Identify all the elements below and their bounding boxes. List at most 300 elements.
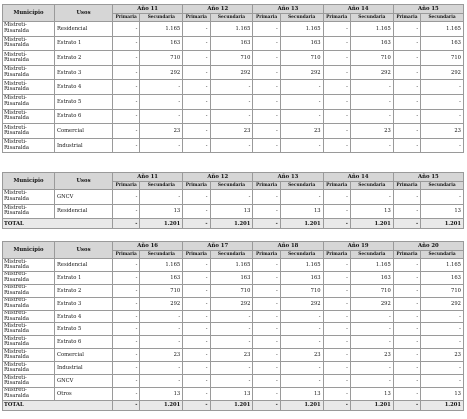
primaria-value-cell: - xyxy=(253,362,280,375)
secundaria-value-cell: - xyxy=(140,362,183,375)
primaria-value-cell: - xyxy=(323,259,350,272)
table-row xyxy=(3,51,464,66)
secundaria-value-cell: 23 xyxy=(210,124,253,139)
secundaria-value-cell: 163 xyxy=(210,271,253,284)
municipio-line-1: Mistretí- xyxy=(4,124,27,131)
municipio-line-1: Mistretí- xyxy=(4,297,27,304)
primaria-value-cell: - xyxy=(183,80,210,95)
municipio-cell xyxy=(3,323,55,336)
primaria-value-cell: - xyxy=(183,94,210,109)
uso-cell: Estrato 6 xyxy=(55,109,113,124)
primaria-value-cell: - xyxy=(393,22,420,37)
primaria-value-cell: - xyxy=(323,124,350,139)
primaria-value-cell: - xyxy=(253,297,280,310)
year-header: Año 15 xyxy=(393,173,463,182)
primaria-value-cell: - xyxy=(183,109,210,124)
secundaria-value-cell: 292 xyxy=(421,297,464,310)
table-years-16-20 xyxy=(2,241,464,411)
municipio-line-2: Risaralda xyxy=(4,144,29,151)
primaria-value-cell: - xyxy=(253,259,280,272)
primaria-value-cell: - xyxy=(323,204,350,219)
uso-cell: Estrato 3 xyxy=(55,65,113,80)
municipio-line-1: Mistretí- xyxy=(4,190,27,197)
primaria-value-cell: - xyxy=(323,323,350,336)
municipio-line-2: Risaralda xyxy=(4,354,29,361)
secundaria-value-cell: 1.165 xyxy=(280,259,323,272)
municipio-cell xyxy=(3,36,55,51)
primaria-value-cell: - xyxy=(253,349,280,362)
secundaria-value-cell: - xyxy=(421,323,464,336)
secundaria-value-cell: 710 xyxy=(350,284,393,297)
table-row xyxy=(3,124,464,139)
secundaria-value-cell: - xyxy=(280,310,323,323)
uso-cell: Residencial xyxy=(55,204,113,219)
column-header-municipio: Município xyxy=(3,242,55,259)
primaria-value-cell: - xyxy=(393,297,420,310)
secundaria-value-cell: 1.165 xyxy=(350,259,393,272)
municipio-cell xyxy=(3,204,55,219)
secundaria-value-cell: 710 xyxy=(421,284,464,297)
subheader-primaria: Primaria xyxy=(113,182,140,190)
secundaria-value-cell: - xyxy=(210,94,253,109)
total-value-cell: - xyxy=(253,219,280,229)
secundaria-value-cell: - xyxy=(350,190,393,205)
secundaria-value-cell: - xyxy=(280,375,323,388)
total-row xyxy=(3,219,464,229)
secundaria-value-cell: 13 xyxy=(421,204,464,219)
total-value-cell: 1.201 xyxy=(350,219,393,229)
total-value-cell: 1.201 xyxy=(421,400,464,410)
subheader-primaria: Primaria xyxy=(393,14,420,22)
total-value-cell: - xyxy=(393,219,420,229)
primaria-value-cell: - xyxy=(253,36,280,51)
primaria-value-cell: - xyxy=(393,204,420,219)
primaria-value-cell: - xyxy=(323,65,350,80)
secundaria-value-cell: - xyxy=(140,323,183,336)
primaria-value-cell: - xyxy=(113,297,140,310)
primaria-value-cell: - xyxy=(393,80,420,95)
municipio-line-1: Mistretí- xyxy=(4,335,27,342)
secundaria-value-cell: - xyxy=(421,80,464,95)
municipio-cell xyxy=(3,80,55,95)
municipio-line-1: Mistretí- xyxy=(4,109,27,116)
subheader-primaria: Primaria xyxy=(253,182,280,190)
municipio-line-1: Mistretí- xyxy=(4,258,27,265)
secundaria-value-cell: 1.165 xyxy=(140,22,183,37)
secundaria-value-cell: 163 xyxy=(421,271,464,284)
municipio-line-1: Mistretí- xyxy=(4,139,27,146)
year-header: Año 13 xyxy=(253,173,323,182)
primaria-value-cell: - xyxy=(183,284,210,297)
primaria-value-cell: - xyxy=(323,362,350,375)
municipio-line-1: Mistretí- xyxy=(4,271,27,278)
primaria-value-cell: - xyxy=(183,51,210,66)
year-header: Año 12 xyxy=(183,5,253,14)
secundaria-value-cell: 292 xyxy=(350,297,393,310)
total-value-cell: 1.201 xyxy=(140,219,183,229)
municipio-line-1: Mistretí- xyxy=(4,36,27,43)
subheader-secundaria: Secundaria xyxy=(280,14,323,22)
secundaria-value-cell: 710 xyxy=(140,51,183,66)
primaria-value-cell: - xyxy=(183,323,210,336)
primaria-value-cell: - xyxy=(393,310,420,323)
municipio-line-1: Mistretí- xyxy=(4,95,27,102)
table-row xyxy=(3,138,464,153)
table-row xyxy=(3,65,464,80)
year-header: Año 13 xyxy=(253,5,323,14)
uso-cell: GNCV xyxy=(55,190,113,205)
table-row xyxy=(3,109,464,124)
secundaria-value-cell: 710 xyxy=(140,284,183,297)
primaria-value-cell: - xyxy=(113,310,140,323)
secundaria-value-cell: - xyxy=(280,323,323,336)
secundaria-value-cell: - xyxy=(210,138,253,153)
municipio-line-1: Mistretí- xyxy=(4,204,27,211)
municipio-line-2: Risaralda xyxy=(4,195,29,202)
primaria-value-cell: - xyxy=(113,138,140,153)
subheader-secundaria: Secundaria xyxy=(350,251,393,259)
uso-cell: Estrato 2 xyxy=(55,284,113,297)
secundaria-value-cell: - xyxy=(350,323,393,336)
primaria-value-cell: - xyxy=(183,310,210,323)
uso-cell: Estrato 3 xyxy=(55,297,113,310)
secundaria-value-cell: - xyxy=(210,362,253,375)
municipio-line-2: Risaralda xyxy=(4,289,29,296)
primaria-value-cell: - xyxy=(253,109,280,124)
secundaria-value-cell: - xyxy=(210,109,253,124)
primaria-value-cell: - xyxy=(113,362,140,375)
year-header: Año 15 xyxy=(393,5,463,14)
primaria-value-cell: - xyxy=(113,109,140,124)
subheader-primaria: Primaria xyxy=(183,182,210,190)
year-header: Año 16 xyxy=(113,242,183,251)
primaria-value-cell: - xyxy=(393,387,420,400)
table-years-11-15 xyxy=(2,4,464,153)
primaria-value-cell: - xyxy=(393,271,420,284)
secundaria-value-cell: 710 xyxy=(280,284,323,297)
uso-cell: Estrato 6 xyxy=(55,336,113,349)
secundaria-value-cell: 292 xyxy=(210,65,253,80)
primaria-value-cell: - xyxy=(113,349,140,362)
primaria-value-cell: - xyxy=(323,94,350,109)
municipio-cell xyxy=(3,124,55,139)
secundaria-value-cell: 23 xyxy=(140,349,183,362)
municipio-line-2: Risaralda xyxy=(4,86,29,93)
secundaria-value-cell: 23 xyxy=(421,349,464,362)
secundaria-value-cell: - xyxy=(210,310,253,323)
municipio-line-2: Risaralda xyxy=(4,42,29,49)
secundaria-value-cell: - xyxy=(280,190,323,205)
municipio-cell xyxy=(3,109,55,124)
subheader-secundaria: Secundaria xyxy=(280,182,323,190)
municipio-line-2: Risaralda xyxy=(4,341,29,348)
municipio-line-2: Risaralda xyxy=(4,56,29,63)
table-row xyxy=(3,259,464,272)
primaria-value-cell: - xyxy=(393,375,420,388)
secundaria-value-cell: - xyxy=(350,80,393,95)
uso-cell: Estrato 4 xyxy=(55,80,113,95)
municipio-line-2: Risaralda xyxy=(4,392,29,399)
primaria-value-cell: - xyxy=(253,124,280,139)
secundaria-value-cell: 13 xyxy=(210,204,253,219)
primaria-value-cell: - xyxy=(393,190,420,205)
header-row-years xyxy=(3,173,464,182)
year-header: Año 17 xyxy=(183,242,253,251)
table-row xyxy=(3,80,464,95)
secundaria-value-cell: 13 xyxy=(280,204,323,219)
primaria-value-cell: - xyxy=(183,375,210,388)
uso-cell: Otros xyxy=(55,387,113,400)
municipio-line-2: Risaralda xyxy=(4,210,29,217)
primaria-value-cell: - xyxy=(183,297,210,310)
primaria-value-cell: - xyxy=(113,190,140,205)
secundaria-value-cell: - xyxy=(280,80,323,95)
municipio-cell xyxy=(3,336,55,349)
total-value-cell: - xyxy=(183,219,210,229)
secundaria-value-cell: 13 xyxy=(350,387,393,400)
secundaria-value-cell: 13 xyxy=(210,387,253,400)
secundaria-value-cell: - xyxy=(421,94,464,109)
municipio-cell xyxy=(3,259,55,272)
secundaria-value-cell: 292 xyxy=(210,297,253,310)
secundaria-value-cell: - xyxy=(140,190,183,205)
primaria-value-cell: - xyxy=(323,109,350,124)
municipio-line-1: Mistretí- xyxy=(4,374,27,381)
primaria-value-cell: - xyxy=(323,51,350,66)
municipio-line-1: Mistretí- xyxy=(4,51,27,58)
secundaria-value-cell: 1.165 xyxy=(421,22,464,37)
primaria-value-cell: - xyxy=(393,36,420,51)
column-header-usos: Usos xyxy=(55,5,113,22)
primaria-value-cell: - xyxy=(253,375,280,388)
secundaria-value-cell: 292 xyxy=(280,65,323,80)
municipio-line-2: Risaralda xyxy=(4,100,29,107)
primaria-value-cell: - xyxy=(253,336,280,349)
primaria-value-cell: - xyxy=(393,259,420,272)
subheader-secundaria: Secundaria xyxy=(140,251,183,259)
table-row xyxy=(3,271,464,284)
total-value-cell: - xyxy=(323,219,350,229)
municipio-line-2: Risaralda xyxy=(4,328,29,335)
total-value-cell: - xyxy=(253,400,280,410)
primaria-value-cell: - xyxy=(323,297,350,310)
secundaria-value-cell: 710 xyxy=(210,284,253,297)
table-row xyxy=(3,375,464,388)
municipio-line-1: Mistretí- xyxy=(4,310,27,317)
uso-cell: Estrato 5 xyxy=(55,94,113,109)
primaria-value-cell: - xyxy=(393,51,420,66)
year-header: Año 20 xyxy=(393,242,463,251)
municipio-line-2: Risaralda xyxy=(4,379,29,386)
secundaria-value-cell: - xyxy=(350,109,393,124)
secundaria-value-cell: 23 xyxy=(350,124,393,139)
municipio-cell xyxy=(3,310,55,323)
secundaria-value-cell: - xyxy=(210,336,253,349)
total-value-cell: 1.201 xyxy=(210,219,253,229)
primaria-value-cell: - xyxy=(183,65,210,80)
secundaria-value-cell: - xyxy=(140,138,183,153)
secundaria-value-cell: - xyxy=(140,109,183,124)
primaria-value-cell: - xyxy=(113,51,140,66)
total-label: TOTAL xyxy=(3,219,113,229)
primaria-value-cell: - xyxy=(113,80,140,95)
primaria-value-cell: - xyxy=(393,94,420,109)
uso-cell: Estrato 1 xyxy=(55,271,113,284)
table-row xyxy=(3,297,464,310)
primaria-value-cell: - xyxy=(393,349,420,362)
secundaria-value-cell: - xyxy=(280,336,323,349)
municipio-line-1: Mistretí- xyxy=(4,80,27,87)
uso-cell: Residencial xyxy=(55,259,113,272)
subheader-primaria: Primaria xyxy=(323,251,350,259)
municipio-cell xyxy=(3,190,55,205)
secundaria-value-cell: - xyxy=(140,94,183,109)
primaria-value-cell: - xyxy=(113,65,140,80)
primaria-value-cell: - xyxy=(323,138,350,153)
secundaria-value-cell: - xyxy=(421,362,464,375)
secundaria-value-cell: - xyxy=(350,138,393,153)
year-header: Año 19 xyxy=(323,242,393,251)
primaria-value-cell: - xyxy=(113,94,140,109)
secundaria-value-cell: - xyxy=(421,336,464,349)
secundaria-value-cell: - xyxy=(421,190,464,205)
primaria-value-cell: - xyxy=(323,349,350,362)
municipio-cell xyxy=(3,375,55,388)
municipio-line-2: Risaralda xyxy=(4,129,29,136)
municipio-cell xyxy=(3,284,55,297)
primaria-value-cell: - xyxy=(393,362,420,375)
table-row xyxy=(3,36,464,51)
secundaria-value-cell: - xyxy=(140,375,183,388)
municipio-cell xyxy=(3,94,55,109)
municipio-line-2: Risaralda xyxy=(4,276,29,283)
total-value-cell: - xyxy=(323,400,350,410)
primaria-value-cell: - xyxy=(253,387,280,400)
table-row xyxy=(3,190,464,205)
secundaria-value-cell: 292 xyxy=(421,65,464,80)
secundaria-value-cell: 710 xyxy=(210,51,253,66)
primaria-value-cell: - xyxy=(183,387,210,400)
primaria-value-cell: - xyxy=(113,124,140,139)
primaria-value-cell: - xyxy=(393,124,420,139)
municipio-cell xyxy=(3,22,55,37)
municipio-cell xyxy=(3,271,55,284)
primaria-value-cell: - xyxy=(253,271,280,284)
total-value-cell: 1.201 xyxy=(350,400,393,410)
header-row-years xyxy=(3,242,464,251)
secundaria-value-cell: 23 xyxy=(280,349,323,362)
secundaria-value-cell: 23 xyxy=(140,124,183,139)
municipio-line-1: Mistretí- xyxy=(4,387,27,394)
primaria-value-cell: - xyxy=(253,94,280,109)
secundaria-value-cell: 13 xyxy=(280,387,323,400)
secundaria-value-cell: 23 xyxy=(350,349,393,362)
uso-cell: Industrial xyxy=(55,362,113,375)
primaria-value-cell: - xyxy=(253,138,280,153)
primaria-value-cell: - xyxy=(323,271,350,284)
primaria-value-cell: - xyxy=(393,284,420,297)
table-row xyxy=(3,362,464,375)
total-value-cell: - xyxy=(183,400,210,410)
uso-cell: Comercial xyxy=(55,349,113,362)
subheader-secundaria: Secundaria xyxy=(350,182,393,190)
municipio-line-1: Mistretí- xyxy=(4,322,27,329)
year-header: Año 18 xyxy=(253,242,323,251)
table-row xyxy=(3,323,464,336)
primaria-value-cell: - xyxy=(183,271,210,284)
total-value-cell: - xyxy=(393,400,420,410)
secundaria-value-cell: - xyxy=(140,310,183,323)
secundaria-value-cell: 23 xyxy=(280,124,323,139)
year-header: Año 14 xyxy=(323,5,393,14)
secundaria-value-cell: 710 xyxy=(421,51,464,66)
secundaria-value-cell: - xyxy=(421,310,464,323)
primaria-value-cell: - xyxy=(323,375,350,388)
total-value-cell: 1.201 xyxy=(421,219,464,229)
secundaria-value-cell: 163 xyxy=(210,36,253,51)
table-row xyxy=(3,387,464,400)
municipio-line-2: Risaralda xyxy=(4,367,29,374)
subheader-secundaria: Secundaria xyxy=(210,251,253,259)
total-value-cell: - xyxy=(113,219,140,229)
primaria-value-cell: - xyxy=(323,190,350,205)
primaria-value-cell: - xyxy=(113,36,140,51)
primaria-value-cell: - xyxy=(183,36,210,51)
primaria-value-cell: - xyxy=(253,51,280,66)
subheader-secundaria: Secundaria xyxy=(280,251,323,259)
municipio-line-2: Risaralda xyxy=(4,27,29,34)
total-value-cell: 1.201 xyxy=(280,400,323,410)
secundaria-value-cell: - xyxy=(210,80,253,95)
secundaria-value-cell: 1.165 xyxy=(210,259,253,272)
subheader-primaria: Primaria xyxy=(323,182,350,190)
secundaria-value-cell: 13 xyxy=(350,204,393,219)
primaria-value-cell: - xyxy=(183,190,210,205)
secundaria-value-cell: 163 xyxy=(140,36,183,51)
year-header: Año 11 xyxy=(113,5,183,14)
primaria-value-cell: - xyxy=(113,22,140,37)
total-label: TOTAL xyxy=(3,400,113,410)
table-row xyxy=(3,336,464,349)
municipio-cell xyxy=(3,349,55,362)
municipio-line-2: Risaralda xyxy=(4,115,29,122)
primaria-value-cell: - xyxy=(113,323,140,336)
header-row-years xyxy=(3,5,464,14)
primaria-value-cell: - xyxy=(253,80,280,95)
column-header-usos: Usos xyxy=(55,242,113,259)
secundaria-value-cell: 292 xyxy=(350,65,393,80)
subheader-secundaria: Secundaria xyxy=(350,14,393,22)
column-header-municipio: Município xyxy=(3,173,55,190)
subheader-primaria: Primaria xyxy=(183,251,210,259)
municipio-cell xyxy=(3,138,55,153)
secundaria-value-cell: 1.165 xyxy=(140,259,183,272)
year-header: Año 11 xyxy=(113,173,183,182)
secundaria-value-cell: 163 xyxy=(350,271,393,284)
secundaria-value-cell: - xyxy=(350,94,393,109)
primaria-value-cell: - xyxy=(323,22,350,37)
primaria-value-cell: - xyxy=(183,349,210,362)
primaria-value-cell: - xyxy=(183,362,210,375)
subheader-primaria: Primaria xyxy=(323,14,350,22)
total-value-cell: - xyxy=(113,400,140,410)
municipio-line-1: Mistretí- xyxy=(4,22,27,29)
primaria-value-cell: - xyxy=(113,204,140,219)
subheader-primaria: Primaria xyxy=(253,14,280,22)
total-value-cell: 1.201 xyxy=(210,400,253,410)
secundaria-value-cell: - xyxy=(140,80,183,95)
primaria-value-cell: - xyxy=(323,36,350,51)
